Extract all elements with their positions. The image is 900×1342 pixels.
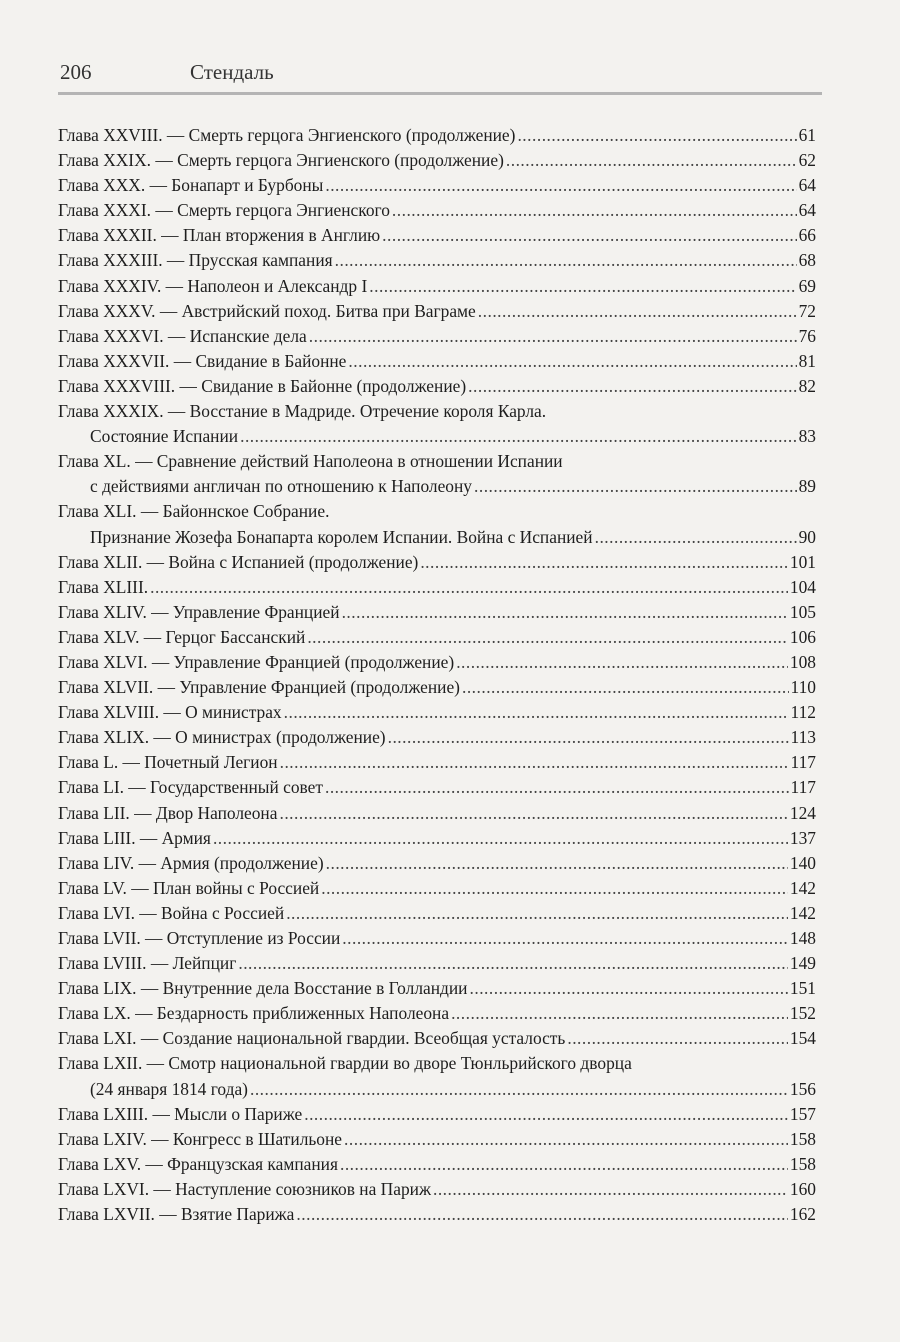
dot-leader bbox=[344, 1127, 788, 1152]
toc-entry-page: 89 bbox=[798, 476, 816, 497]
toc-entry-page: 154 bbox=[789, 1028, 816, 1049]
toc-entry bbox=[58, 173, 816, 198]
dot-leader bbox=[456, 650, 788, 675]
toc-entry-page: 117 bbox=[790, 752, 816, 773]
dot-leader bbox=[478, 299, 797, 324]
dot-leader bbox=[506, 148, 797, 173]
dot-leader bbox=[348, 349, 796, 374]
toc-entry-title: Глава XXVIII. — Смерть герцога Энгиенского (продолжение) bbox=[58, 125, 516, 145]
toc-entry-title: Глава LVI. — Война с Россией bbox=[58, 902, 285, 923]
dot-leader bbox=[309, 324, 797, 349]
toc-entry bbox=[58, 148, 816, 173]
toc-entry-title: Глава LVIII. — Лейпциг bbox=[58, 953, 237, 974]
toc-entry-page: 158 bbox=[789, 1128, 816, 1149]
toc-entry-title: Глава XLVIII. — О министрах bbox=[58, 702, 282, 723]
toc-entry bbox=[58, 625, 816, 650]
toc-entry-page: 148 bbox=[789, 928, 816, 948]
dot-leader bbox=[250, 1077, 788, 1102]
toc-entry bbox=[58, 1001, 816, 1026]
toc-entry bbox=[58, 223, 816, 248]
running-title: Стендаль bbox=[190, 60, 274, 84]
toc-entry-heading: Глава XXXIX. — Восстание в Мадриде. Отречение короля Карла. bbox=[58, 401, 547, 422]
toc-entry-page: 110 bbox=[790, 677, 816, 698]
toc-entry-page: 82 bbox=[798, 375, 816, 396]
toc-entry bbox=[58, 851, 816, 876]
page-number: 206 bbox=[60, 60, 92, 84]
toc-entry-page: 157 bbox=[789, 1103, 816, 1124]
toc-entry-title: Глава XXXVI. — Испанские дела bbox=[58, 325, 307, 346]
toc-entry-title: Глава XXXIV. — Наполеон и Александр I bbox=[58, 275, 368, 296]
dot-leader bbox=[595, 525, 797, 550]
toc-entry-page: 160 bbox=[789, 1178, 816, 1199]
toc-entry-title: Глава XLVII. — Управление Францией (продолжение) bbox=[58, 677, 460, 698]
toc-entry-page: 106 bbox=[789, 626, 816, 647]
toc-entry-page: 137 bbox=[789, 827, 816, 848]
toc-entry-title: Глава LVII. — Отступление из России bbox=[58, 928, 341, 948]
toc-entry-page: 68 bbox=[798, 250, 816, 271]
toc-entry-page: 61 bbox=[798, 125, 816, 145]
toc-entry-page: 124 bbox=[789, 802, 816, 823]
toc-entry-title: Глава LIV. — Армия (продолжение) bbox=[58, 852, 324, 873]
toc-entry bbox=[58, 700, 816, 725]
running-header bbox=[58, 58, 822, 95]
toc-entry-page: 83 bbox=[798, 426, 816, 447]
toc-entry bbox=[58, 926, 816, 951]
dot-leader bbox=[474, 474, 797, 499]
toc-entry-title: Глава XXXV. — Австрийский поход. Битва при Ваграме bbox=[58, 300, 476, 321]
toc-entry-title: Глава LXIV. — Конгресс в Шатильоне bbox=[58, 1128, 343, 1149]
toc-entry-page: 156 bbox=[789, 1078, 816, 1099]
dot-leader bbox=[238, 951, 788, 976]
dot-leader bbox=[369, 274, 796, 299]
toc-entry-page: 113 bbox=[790, 727, 816, 748]
dot-leader bbox=[433, 1177, 788, 1202]
dot-leader bbox=[340, 1152, 788, 1177]
dot-leader bbox=[342, 926, 788, 951]
toc-entry-title: Глава LIX. — Внутренние дела Восстание в Голландии bbox=[58, 978, 468, 999]
dot-leader bbox=[468, 374, 796, 399]
dot-leader bbox=[342, 600, 788, 625]
toc-entry bbox=[58, 525, 816, 550]
dot-leader bbox=[279, 801, 787, 826]
dot-leader bbox=[451, 1001, 788, 1026]
toc-entry bbox=[58, 1177, 816, 1202]
toc-entry-title: Глава LI. — Государственный совет bbox=[58, 777, 323, 798]
dot-leader bbox=[420, 550, 788, 575]
toc-entry-page: 142 bbox=[789, 877, 816, 898]
toc-entry bbox=[58, 299, 816, 324]
dot-leader bbox=[213, 826, 788, 851]
dot-leader bbox=[335, 248, 797, 273]
toc-entry-page: 108 bbox=[789, 651, 816, 672]
toc-entry-page: 158 bbox=[789, 1153, 816, 1174]
toc-entry bbox=[58, 123, 816, 148]
toc-entry-page: 62 bbox=[798, 150, 816, 171]
toc-entry bbox=[58, 876, 816, 901]
toc-entry bbox=[58, 1077, 816, 1102]
toc-entry bbox=[58, 248, 816, 273]
toc-entry-page: 149 bbox=[789, 953, 816, 974]
toc-entry-heading: Глава XL. — Сравнение действий Наполеона в отношении Испании bbox=[58, 451, 563, 472]
toc-entry-title: Глава XXXI. — Смерть герцога Энгиенского bbox=[58, 200, 390, 221]
dot-leader bbox=[517, 123, 796, 148]
toc-entry-title: Глава XXXVII. — Свидание в Байонне bbox=[58, 350, 347, 371]
toc-entry bbox=[58, 1127, 816, 1152]
toc-entry-title: (24 января 1814 года) bbox=[90, 1078, 248, 1099]
dot-leader bbox=[325, 775, 789, 800]
dot-leader bbox=[321, 876, 788, 901]
dot-leader bbox=[325, 173, 796, 198]
toc-entry-title: Глава LIII. — Армия bbox=[58, 827, 211, 848]
toc-entry-title: Глава LV. — План войны с Россией bbox=[58, 877, 320, 898]
toc-entry bbox=[58, 725, 816, 750]
toc-entry-page: 101 bbox=[789, 551, 816, 572]
dot-leader bbox=[470, 976, 788, 1001]
toc-entry-page: 117 bbox=[790, 777, 816, 798]
toc-entry-title: Признание Жозефа Бонапарта королем Испании. Война с Испанией bbox=[90, 526, 593, 547]
toc-entry-title: Глава LXI. — Создание национальной гвардии. Всеобщая усталость bbox=[58, 1028, 566, 1049]
toc-entry-title: Глава XLII. — Война с Испанией (продолжение) bbox=[58, 551, 419, 572]
toc-entry-page: 151 bbox=[789, 978, 816, 999]
toc-entry-title: Глава LXVI. — Наступление союзников на Париж bbox=[58, 1178, 431, 1199]
toc-entry bbox=[58, 474, 816, 499]
toc-entry-title: Глава XLIII. bbox=[58, 576, 149, 597]
dot-leader bbox=[150, 575, 788, 600]
toc-entry bbox=[58, 801, 816, 826]
toc-entry bbox=[58, 650, 816, 675]
toc-entry-page: 81 bbox=[798, 350, 816, 371]
toc-entry-title: Глава XXX. — Бонапарт и Бурбоны bbox=[58, 175, 324, 196]
toc-entry-title: Глава XLIV. — Управление Францией bbox=[58, 601, 340, 622]
toc-entry-page: 112 bbox=[790, 702, 816, 723]
toc-entry bbox=[58, 826, 816, 851]
toc-entry bbox=[58, 1202, 816, 1227]
toc-entry-page: 76 bbox=[798, 325, 816, 346]
toc-entry-page: 66 bbox=[798, 225, 816, 246]
toc-entry-page: 104 bbox=[789, 576, 816, 597]
toc-entry-title: Глава XXXVIII. — Свидание в Байонне (продолжение) bbox=[58, 375, 467, 396]
toc-entry-page: 69 bbox=[798, 275, 816, 296]
toc-entry-title: Глава XLV. — Герцог Бассанский bbox=[58, 626, 306, 647]
toc-entry-page: 64 bbox=[798, 200, 816, 221]
dot-leader bbox=[567, 1026, 788, 1051]
dot-leader bbox=[382, 223, 796, 248]
toc-entry bbox=[58, 750, 816, 775]
toc-entry-page: 90 bbox=[798, 526, 816, 547]
toc-entry-page: 152 bbox=[789, 1003, 816, 1024]
toc-entry bbox=[58, 675, 816, 700]
dot-leader bbox=[280, 750, 789, 775]
toc-entry bbox=[58, 349, 816, 374]
toc-entry bbox=[58, 1152, 816, 1177]
toc-entry-page: 72 bbox=[798, 300, 816, 321]
toc-entry-title: с действиями англичан по отношению к Наполеону bbox=[90, 476, 473, 497]
toc-entry bbox=[58, 775, 816, 800]
toc-entry bbox=[58, 198, 816, 223]
toc-entry-title: Глава XLVI. — Управление Францией (продолжение) bbox=[58, 651, 455, 672]
toc-entry-title: Глава LII. — Двор Наполеона bbox=[58, 802, 278, 823]
toc-entry-title: Глава XXIX. — Смерть герцога Энгиенского (продолжение) bbox=[58, 150, 504, 171]
dot-leader bbox=[462, 675, 789, 700]
dot-leader bbox=[304, 1102, 788, 1127]
toc-entry bbox=[58, 424, 816, 449]
dot-leader bbox=[326, 851, 788, 876]
dot-leader bbox=[388, 725, 789, 750]
toc-entry bbox=[58, 274, 816, 299]
toc-entry bbox=[58, 550, 816, 575]
dot-leader bbox=[296, 1202, 788, 1227]
dot-leader bbox=[284, 700, 789, 725]
toc-entry-title: Глава XLIX. — О министрах (продолжение) bbox=[58, 727, 386, 748]
toc-entry-page: 142 bbox=[789, 902, 816, 923]
toc-entry-title: Глава LXVII. — Взятие Парижа bbox=[58, 1204, 295, 1225]
table-of-contents bbox=[58, 123, 816, 1227]
toc-entry bbox=[58, 600, 816, 625]
toc-entry-title: Глава LXIII. — Мысли о Париже bbox=[58, 1103, 303, 1124]
toc-entry-heading: Глава XLI. — Байоннское Собрание. bbox=[58, 501, 330, 522]
toc-entry-title: Глава XXXII. — План вторжения в Англию bbox=[58, 225, 381, 246]
toc-entry-title: Глава LX. — Бездарность приближенных Наполеона bbox=[58, 1003, 450, 1024]
toc-entry-page: 140 bbox=[789, 852, 816, 873]
toc-entry bbox=[58, 575, 816, 600]
toc-entry bbox=[58, 901, 816, 926]
toc-entry-page: 105 bbox=[789, 601, 816, 622]
toc-entry-heading: Глава LXII. — Смотр национальной гвардии во дворе Тюнльрийского дворца bbox=[58, 1053, 632, 1074]
toc-entry bbox=[58, 976, 816, 1001]
toc-entry bbox=[58, 1026, 816, 1051]
toc-entry bbox=[58, 951, 816, 976]
toc-entry-title: Глава L. — Почетный Легион bbox=[58, 752, 278, 773]
dot-leader bbox=[392, 198, 797, 223]
dot-leader bbox=[240, 424, 797, 449]
dot-leader bbox=[307, 625, 788, 650]
toc-entry bbox=[58, 374, 816, 399]
toc-entry-title: Глава XXXIII. — Прусская кампания bbox=[58, 250, 333, 271]
toc-entry-page: 162 bbox=[789, 1204, 816, 1225]
toc-entry-title: Глава LXV. — Французская кампания bbox=[58, 1153, 338, 1174]
dot-leader bbox=[286, 901, 788, 926]
toc-entry bbox=[58, 1102, 816, 1127]
toc-entry bbox=[58, 324, 816, 349]
toc-entry-title: Состояние Испании bbox=[90, 426, 239, 447]
toc-entry-page: 64 bbox=[798, 175, 816, 196]
